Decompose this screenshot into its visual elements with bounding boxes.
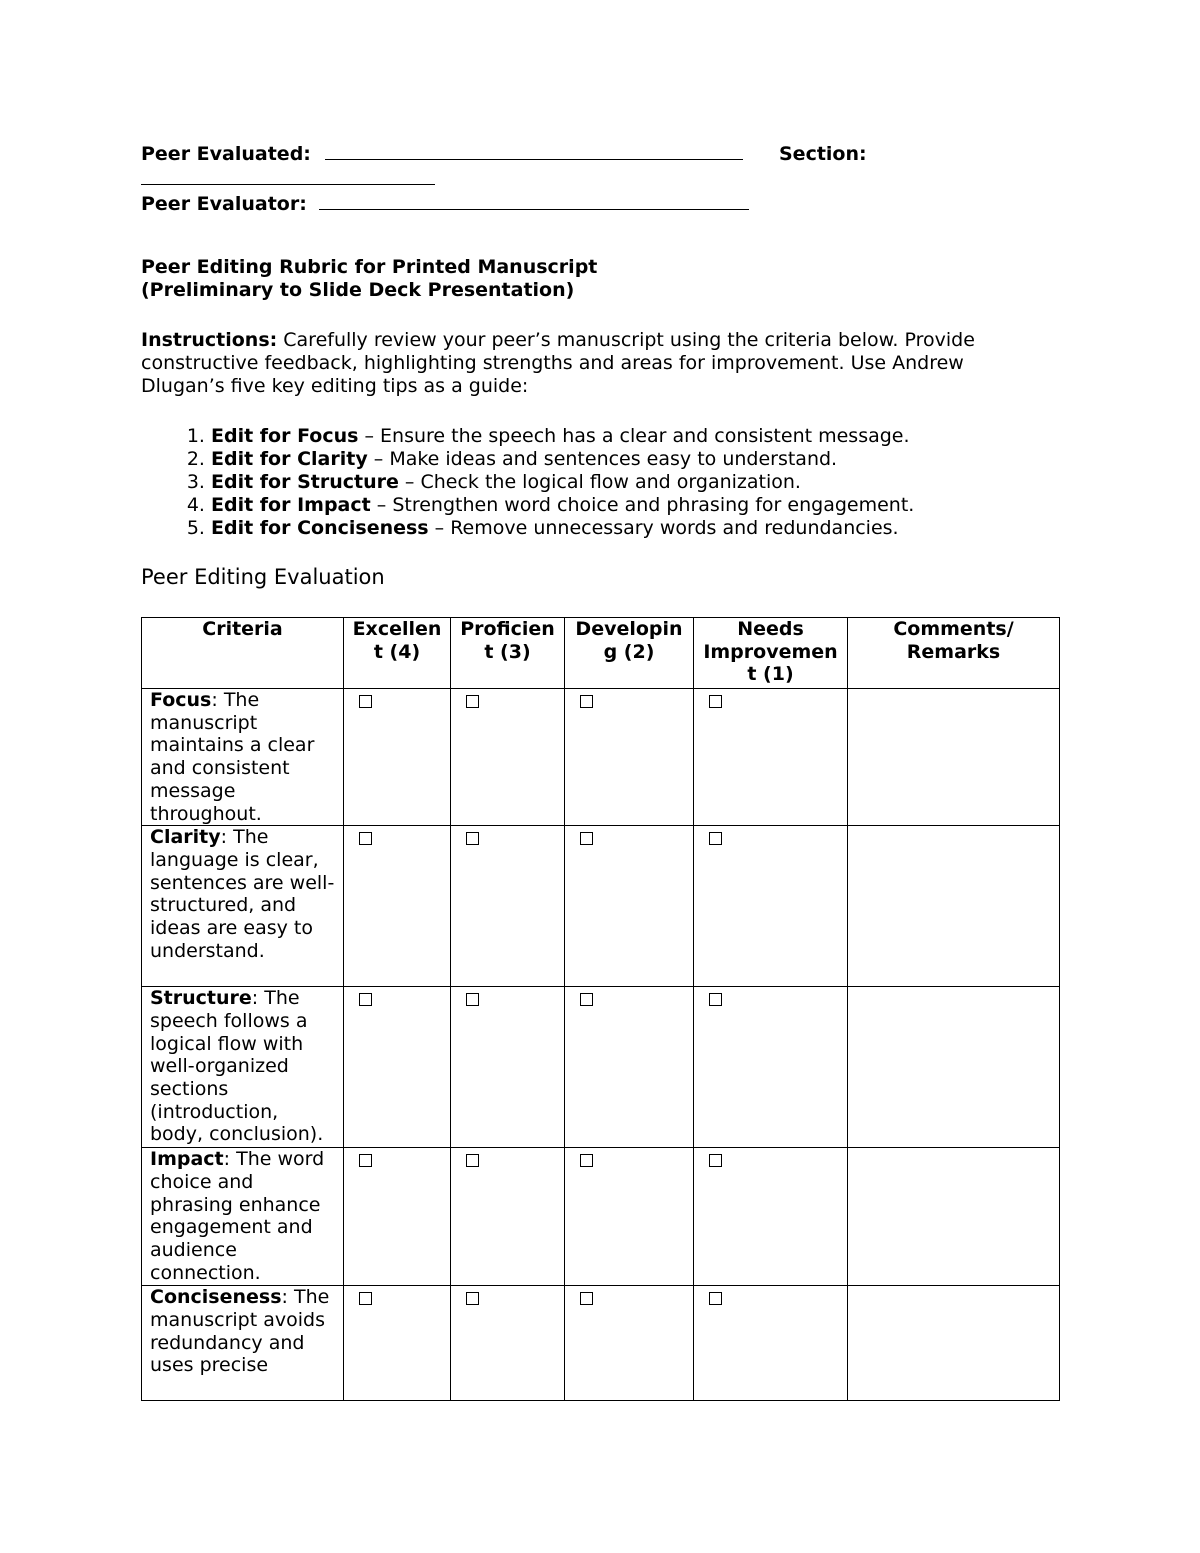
rating-cell [565,689,694,826]
rating-cell [451,826,565,987]
tip-item: 3. Edit for Structure – Check the logical flow and organization. [211,471,1111,494]
criteria-description: : The speech follows a logical flow with well-organized sections (introduction, body, conclusion). [150,987,324,1146]
rating-checkbox[interactable] [709,993,722,1006]
rating-cell [451,1148,565,1286]
criteria-cell [142,826,344,987]
tip-item: 1. Edit for Focus – Ensure the speech has a clear and consistent message. [211,425,1111,448]
table-row [142,1148,1060,1286]
criteria-cell [142,689,344,826]
rating-checkbox[interactable] [466,993,479,1006]
criteria-name: Conciseness [150,1286,282,1309]
tip-item: 2. Edit for Clarity – Make ideas and sentences easy to understand. [211,448,1111,471]
rating-checkbox[interactable] [466,695,479,708]
rating-cell [565,826,694,987]
criteria-description: : The language is clear, sentences are well-structured, and ideas are easy to understand. [150,826,335,962]
rating-checkbox[interactable] [709,1292,722,1305]
rating-checkbox[interactable] [709,832,722,845]
peer-evaluator-label: Peer Evaluator: [141,193,307,215]
criteria-description: : The manuscript avoids redundancy and uses precise [150,1286,330,1377]
table-header-row [142,618,1060,689]
comments-cell[interactable] [848,987,1060,1148]
rating-cell [344,987,451,1148]
rating-cell [565,987,694,1148]
evaluation-table [141,617,1060,1401]
criteria-description: : The word choice and phrasing enhance engagement and audience connection. [150,1148,325,1284]
criteria-cell [142,1148,344,1286]
instructions [141,329,1021,398]
criteria-name: Structure [150,987,252,1010]
peer-evaluated-label: Peer Evaluated: [141,143,311,165]
rating-cell [451,689,565,826]
title-line-1: Peer Editing Rubric for Printed Manuscript [141,256,598,278]
peer-evaluator-field[interactable] [319,191,749,210]
rating-cell [451,1286,565,1401]
comments-cell[interactable] [848,1148,1060,1286]
section-label: Section: [779,143,867,165]
criteria-cell [142,1286,344,1401]
column-header: Developing (2) [565,618,694,689]
rating-checkbox[interactable] [359,1154,372,1167]
evaluation-heading: Peer Editing Evaluation [141,565,385,589]
criteria-name: Clarity [150,826,221,849]
section-field[interactable] [141,166,435,185]
rating-cell [694,987,848,1148]
editing-tips-list [141,425,1111,540]
rating-cell [694,689,848,826]
rating-cell [565,1148,694,1286]
rating-checkbox[interactable] [709,1154,722,1167]
comments-cell[interactable] [848,689,1060,826]
tip-item: 4. Edit for Impact – Strengthen word choice and phrasing for engagement. [211,494,1111,517]
criteria-description: : The manuscript maintains a clear and consistent message throughout. [150,689,315,825]
column-header: Needs Improvement (1) [694,618,848,689]
table-row [142,987,1060,1148]
rating-cell [694,1286,848,1401]
title-line-2: (Preliminary to Slide Deck Presentation) [141,279,575,301]
rating-cell [344,1148,451,1286]
comments-cell[interactable] [848,1286,1060,1401]
document-title [141,256,597,302]
instructions-label: Instructions: [141,329,278,351]
rating-checkbox[interactable] [580,1292,593,1305]
rating-cell [344,689,451,826]
table-row [142,689,1060,826]
rating-checkbox[interactable] [466,1154,479,1167]
rating-checkbox[interactable] [580,993,593,1006]
rating-cell [344,1286,451,1401]
rating-cell [694,826,848,987]
column-header: Proficient (3) [451,618,565,689]
criteria-name: Impact [150,1148,224,1171]
rating-checkbox[interactable] [466,1292,479,1305]
rating-cell [565,1286,694,1401]
rating-checkbox[interactable] [580,1154,593,1167]
rating-checkbox[interactable] [580,695,593,708]
rating-checkbox[interactable] [709,695,722,708]
rating-cell [694,1148,848,1286]
form-header [141,141,1041,216]
peer-evaluated-field[interactable] [325,141,743,160]
criteria-name: Focus [150,689,212,711]
rating-checkbox[interactable] [359,993,372,1006]
rating-cell [451,987,565,1148]
table-row [142,826,1060,987]
column-header: Excellent (4) [344,618,451,689]
rating-checkbox[interactable] [580,832,593,845]
table-row [142,1286,1060,1401]
tip-item: 5. Edit for Conciseness – Remove unnecessary words and redundancies. [211,517,1111,540]
column-header: Comments/ Remarks [848,618,1060,689]
criteria-cell [142,987,344,1148]
instructions-text: Carefully review your peer’s manuscript using the criteria below. Provide constructive feedback, highlighting strengths and areas for improvement. Use Andrew Dlugan’s five key editing tips as a guide: [141,329,975,397]
rating-cell [344,826,451,987]
rating-checkbox[interactable] [466,832,479,845]
rating-checkbox[interactable] [359,832,372,845]
column-header: Criteria [142,618,344,689]
rating-checkbox[interactable] [359,695,372,708]
comments-cell[interactable] [848,826,1060,987]
rating-checkbox[interactable] [359,1292,372,1305]
